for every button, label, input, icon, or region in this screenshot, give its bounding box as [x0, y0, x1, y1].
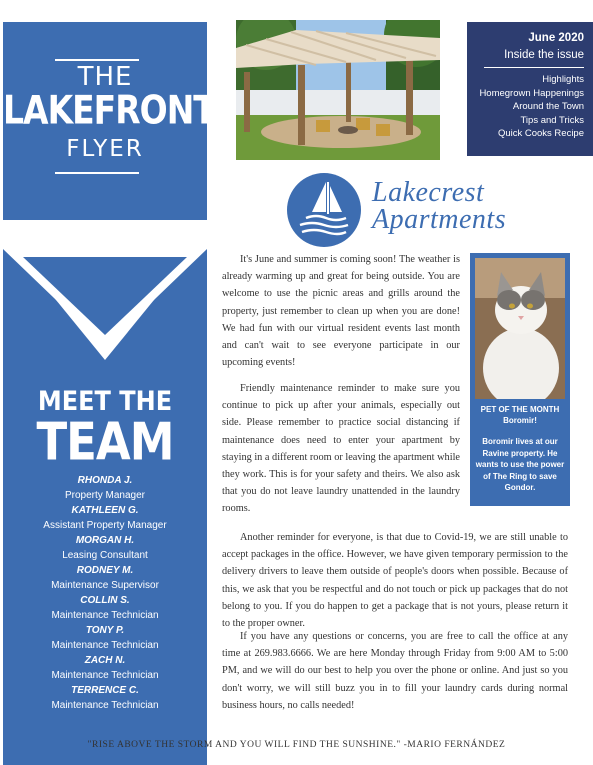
pergola-photo — [236, 20, 440, 160]
team-heading: TEAM — [36, 411, 174, 472]
staff-name: COLLIN S. — [80, 595, 130, 606]
contents-item: Around the Town — [512, 101, 584, 112]
article-paragraph: If you have any questions or concerns, you are free to call the office at any time at 269.983.6666. We are here Monday through Friday from 9:00 AM to 5:00 PM, and we will do our best to help you over the phone or online. And just so you don't worry, we will still buzz you in to fill your laundry cards during normal business hours, no calls needed! — [222, 631, 568, 711]
contents-item: Tips and Tricks — [520, 114, 584, 126]
article-paragraph: It's June and summer is coming soon! The weather is already warming up and great for being outside. You are welcome to use the picnic areas and grills around the property, just remember to clean up when you are done! We had fun with our virtual resident events last month and can't wait to see everyone participate in our upcoming events! — [222, 254, 460, 369]
logo-text-line1: Lakecrest — [372, 177, 485, 208]
sailboat-logo-icon — [286, 172, 362, 248]
staff-name: KATHLEEN G. — [71, 505, 139, 516]
contents-item: Quick Cooks Recipe — [497, 128, 584, 139]
pet-name: Boromir! — [503, 416, 537, 425]
meet-heading: MEET THE — [37, 385, 173, 417]
pet-of-the-month-box — [470, 253, 570, 506]
masthead-rule-top — [55, 59, 139, 61]
issue-divider — [484, 67, 584, 68]
staff-name: ZACH N. — [84, 655, 126, 666]
staff-role: Property Manager — [64, 490, 146, 501]
staff-role: Maintenance Technician — [51, 610, 159, 621]
pet-title: PET OF THE MONTH — [480, 405, 560, 414]
staff-name: MORGAN H. — [75, 535, 135, 546]
issue-contents — [479, 73, 584, 141]
chevron-down-icon — [3, 235, 207, 365]
staff-list — [3, 473, 207, 713]
staff-name: RHONDA J. — [77, 475, 133, 486]
staff-role: Assistant Property Manager — [43, 520, 167, 531]
staff-role: Maintenance Supervisor — [51, 580, 159, 591]
masthead-flyer: FLYER — [66, 136, 144, 162]
staff-name: RODNEY M. — [76, 565, 134, 576]
staff-role: Leasing Consultant — [62, 550, 148, 561]
inside-issue-box — [467, 22, 593, 156]
masthead-rule-bottom — [55, 172, 139, 174]
issue-date: June 2020 — [528, 32, 584, 44]
team-panel — [3, 235, 207, 765]
staff-role: Maintenance Technician — [51, 640, 159, 651]
staff-name: TONY P. — [85, 625, 125, 636]
staff-role: Maintenance Technician — [51, 670, 159, 681]
masthead — [3, 22, 215, 220]
masthead-title: LAKEFRONT — [3, 86, 215, 133]
footer-quote: "RISE ABOVE THE STORM AND YOU WILL FIND THE SUNSHINE." -MARIO FERNÁNDEZ — [87, 740, 506, 750]
issue-heading: Inside the issue — [504, 49, 584, 61]
article-paragraph: Friendly maintenance reminder to make sure you continue to pick up after your animals, especially out side. Please remember to practice social distancing if maintenance does need to enter your apartment by staying in a different room or leaving the apartment while they work. This is for your safety and theirs. We also ask that you do not leave laundry unattended in the laundry rooms. — [222, 383, 460, 515]
pet-heading — [470, 404, 570, 426]
staff-name: TERRENCE C. — [71, 685, 139, 696]
pet-caption: Boromir lives at our Ravine property. He wants to use the power of The Ring to save Gondor. — [475, 437, 565, 492]
masthead-the: THE — [77, 62, 133, 92]
contents-item: Highlights — [542, 74, 584, 85]
article-paragraph: Another reminder for everyone, is that due to Covid-19, we are still unable to accept packages in the office. However, we have given temporary permission to the delivery drivers to leave them outside of people's doors when possible. Because of this, we ask that you be respectful and do not touch or pick up packages that do not belong to you. If you do happen to get a package that is not yours, please return it to the proper owner. — [222, 532, 568, 630]
contents-item: Homegrown Happenings — [479, 87, 584, 99]
logo-text-line2: Apartments — [372, 204, 507, 235]
staff-role: Maintenance Technician — [51, 700, 159, 711]
cat-photo — [475, 258, 565, 399]
